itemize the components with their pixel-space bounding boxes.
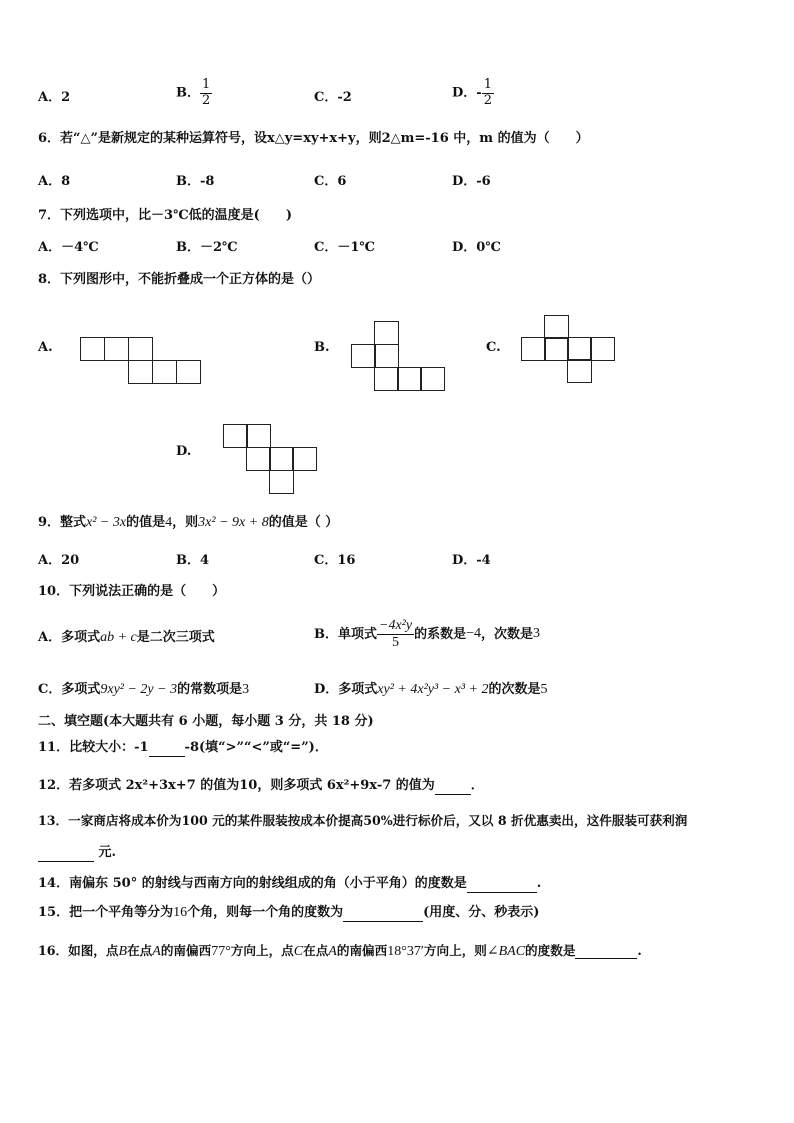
q8-stem: 8．下列图形中，不能折叠成一个正方体的是（） bbox=[38, 272, 321, 287]
answer-blank[interactable] bbox=[149, 740, 185, 757]
answer-blank[interactable] bbox=[467, 876, 537, 893]
q9-option-c: C．16 bbox=[314, 553, 356, 568]
q16: 16．如图，点B在点A的南偏西77°方向上，点C在点A的南偏西18°37′方向上，则∠BAC的度数是 . bbox=[38, 943, 642, 959]
q9-expression-1: x² − 3x bbox=[86, 515, 127, 530]
q11: 11．比较大小：-1 -8(填“>”“<”或“=”)． bbox=[38, 740, 328, 755]
q7-option-d: D．0℃ bbox=[452, 240, 501, 255]
q9-option-b: B．4 bbox=[176, 553, 210, 568]
q7-option-a: A．－4℃ bbox=[38, 240, 99, 255]
q12: 12．若多项式 2x²+3x+7 的值为10，则多项式 6x²+9x-7 的值为 ． bbox=[38, 778, 484, 793]
q6-option-a: A．8 bbox=[38, 174, 71, 189]
q10-stem: 10．下列说法正确的是（ ） bbox=[38, 584, 226, 599]
q7-stem: 7．下列选项中，比－3℃低的温度是( ) bbox=[38, 208, 292, 223]
section-heading-fill-blank: 二、填空题(本大题共有 6 小题，每小题 3 分，共 18 分) bbox=[38, 714, 374, 729]
q9-option-d: D．-4 bbox=[452, 553, 491, 568]
q13-line-1: 13．一家商店将成本价为100 元的某件服装按成本价提高50%进行标价后，又以 8 折优惠卖出，这件服装可获利润 bbox=[38, 813, 688, 828]
q6-stem: 6．若“△”是新规定的某种运算符号，设x△y=xy+x+y，则2△m=-16 中，m 的值为（ ） bbox=[38, 131, 589, 146]
q10-option-a: A．多项式ab + c是二次三项式 bbox=[38, 630, 215, 645]
q14: 14．南偏东 50° 的射线与西南方向的射线组成的角（小于平角）的度数是 . bbox=[38, 876, 542, 891]
q10-option-d: D．多项式xy² + 4x²y³ − x³ + 2的次数是5 bbox=[314, 682, 548, 697]
q9-stem: 9．整式x² − 3x的值是4，则3x² − 9x + 8的值是（ ） bbox=[38, 515, 339, 530]
answer-blank[interactable] bbox=[575, 943, 637, 959]
q13-line-2: 元. bbox=[38, 845, 116, 862]
q8-label-d: D. bbox=[176, 444, 192, 459]
q8-label-b: B. bbox=[314, 340, 330, 355]
q5-option-d: D．- $\frac{1}{2}$ bbox=[452, 77, 492, 108]
q8-label-a: A. bbox=[38, 340, 53, 355]
q15: 15．把一个平角等分为16个角，则每一个角的度数为 (用度、分、秒表示) bbox=[38, 905, 540, 920]
q10-monomial-fraction: $\frac{\text{−4x²y}}{5}$ bbox=[379, 618, 413, 651]
fraction-one-half: $\frac{1}{2}$ bbox=[483, 77, 492, 108]
q6-option-d: D．-6 bbox=[452, 174, 491, 189]
q10-option-c: C．多项式9xy² − 2y − 3的常数项是3 bbox=[38, 682, 250, 697]
q8-label-c: C. bbox=[486, 340, 501, 355]
answer-blank[interactable] bbox=[38, 845, 94, 862]
fraction-one-half: $\frac{1}{2}$ bbox=[202, 77, 211, 108]
q6-option-c: C．6 bbox=[314, 174, 347, 189]
q9-option-a: A．20 bbox=[38, 553, 80, 568]
q5-option-b: B． $\frac{1}{2}$ bbox=[176, 77, 211, 108]
q7-option-b: B．－2℃ bbox=[176, 240, 238, 255]
q9-expression-2: 3x² − 9x + 8 bbox=[198, 515, 269, 530]
q10-option-b: B．单项式 $\frac{\text{−4x²y}}{5}$ 的系数是−4，次数是3 bbox=[314, 618, 541, 651]
q6-option-b: B．-8 bbox=[176, 174, 215, 189]
answer-blank[interactable] bbox=[343, 905, 423, 922]
answer-blank[interactable] bbox=[435, 778, 471, 795]
q7-option-c: C．－1℃ bbox=[314, 240, 375, 255]
q5-option-c: C．-2 bbox=[314, 90, 352, 105]
q5-option-a: A．2 bbox=[38, 90, 71, 105]
